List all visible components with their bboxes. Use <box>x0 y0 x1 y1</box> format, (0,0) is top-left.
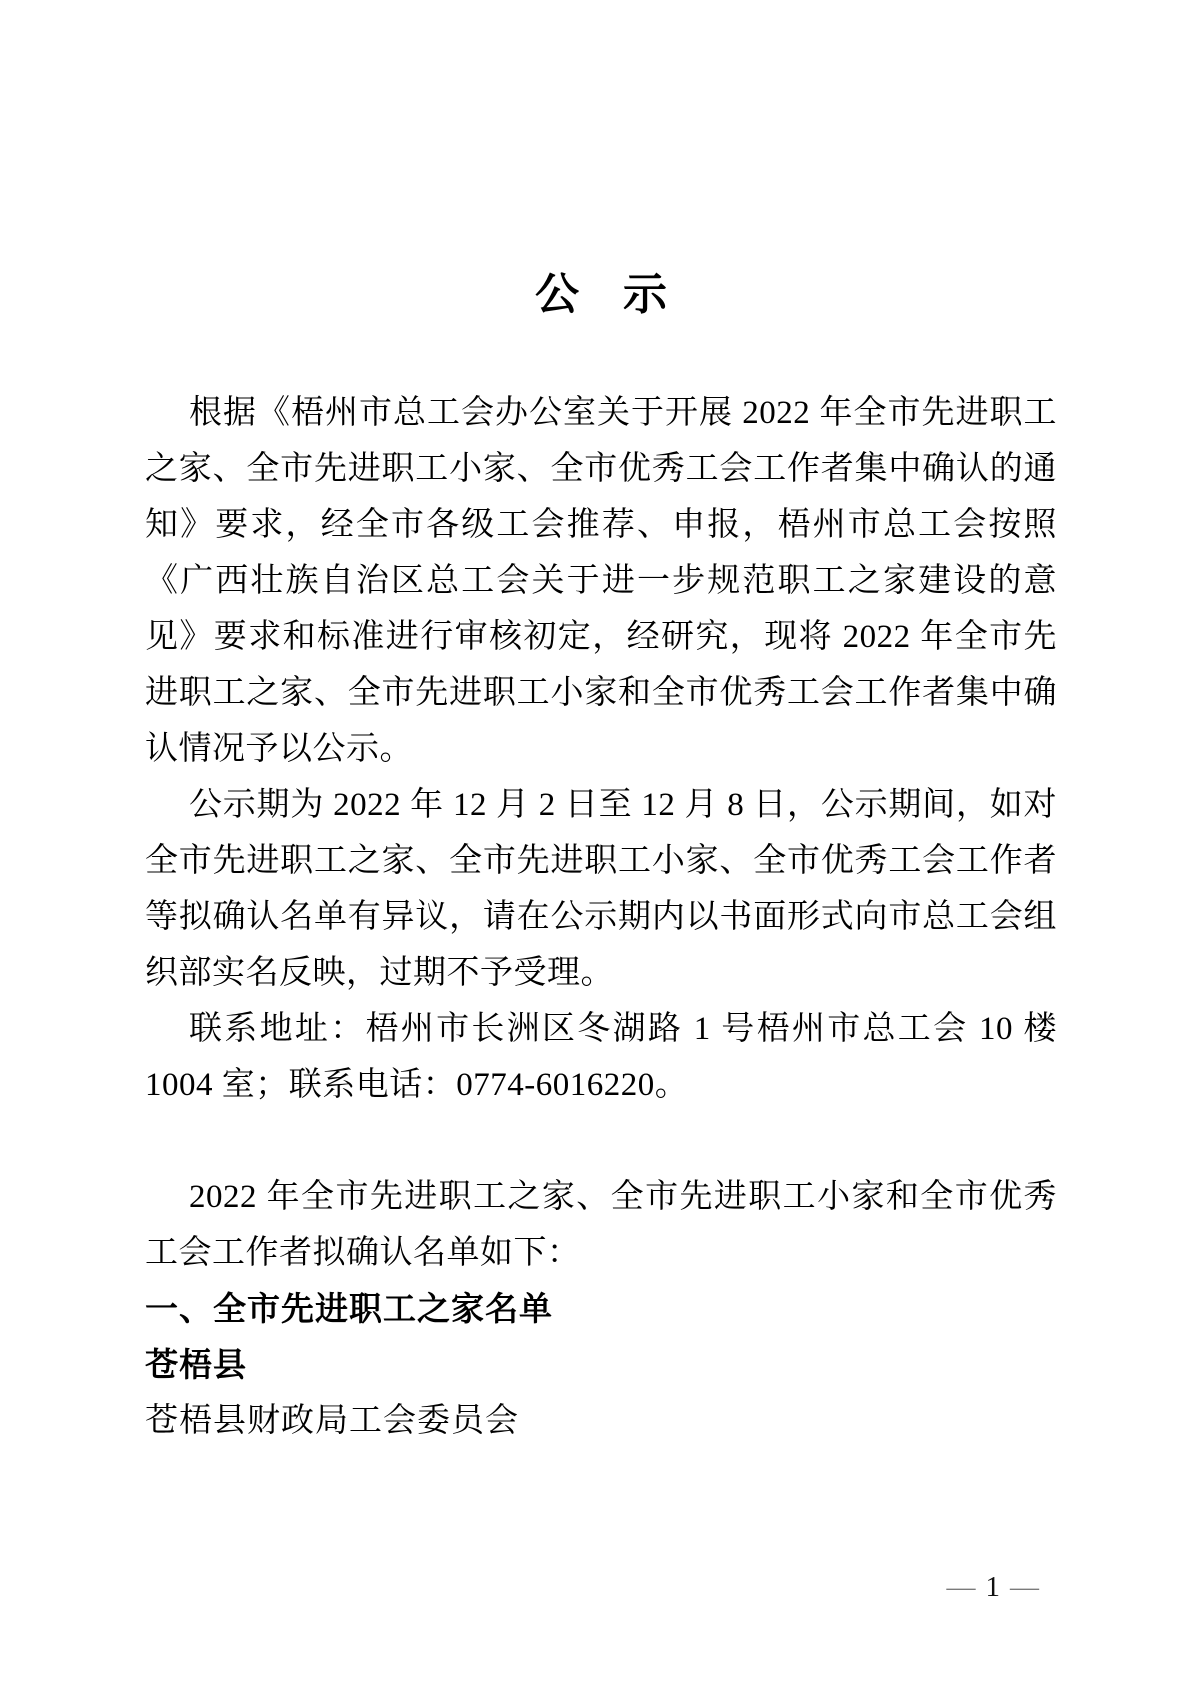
region-heading-cangwu-county: 苍梧县 <box>145 1346 247 1383</box>
section-heading-advanced-worker-homes: 一、全市先进职工之家名单 <box>145 1290 553 1327</box>
paragraph-list-intro: 2022 年全市先进职工之家、全市先进职工小家和全市优秀工会工作者拟确认名单如下： <box>145 1179 1057 1271</box>
paragraph-basis: 根据《梧州市总工会办公室关于开展 2022 年全市先进职工之家、全市先进职工小家、全市优秀工会工作者集中确认的通知》要求，经全市各级工会推荐、申报，梧州市总工会按照《广西壮族自治区总工会关于进一步规范职工之家建设的意见》要求和标准进行审核初定，经研究，现将 2022 年全市先进职工之家、全市先进职工小家和全市优秀工会工作者集中确认情况予以公示。 <box>145 395 1057 767</box>
paragraph-contact-info: 联系地址：梧州市长洲区冬湖路 1 号梧州市总工会 10 楼 1004 室；联系电话：0774-6016220。 <box>145 1011 1057 1103</box>
list-item-entry: 苍梧县财政局工会委员会 <box>145 1403 519 1439</box>
paragraph-publicity-period: 公示期为 2022 年 12 月 2 日至 12 月 8 日，公示期间，如对全市先进职工之家、全市先进职工小家、全市优秀工会工作者等拟确认名单有异议，请在公示期内以书面形式向市总工会组织部实名反映，过期不予受理。 <box>145 787 1057 991</box>
page-number-dash-right: — <box>1010 1571 1039 1603</box>
page-number-value: 1 <box>985 1571 1000 1603</box>
page-number-dash-left: — <box>946 1571 976 1603</box>
page-title: 公 示 <box>535 270 667 319</box>
page-number <box>947 1572 1040 1602</box>
